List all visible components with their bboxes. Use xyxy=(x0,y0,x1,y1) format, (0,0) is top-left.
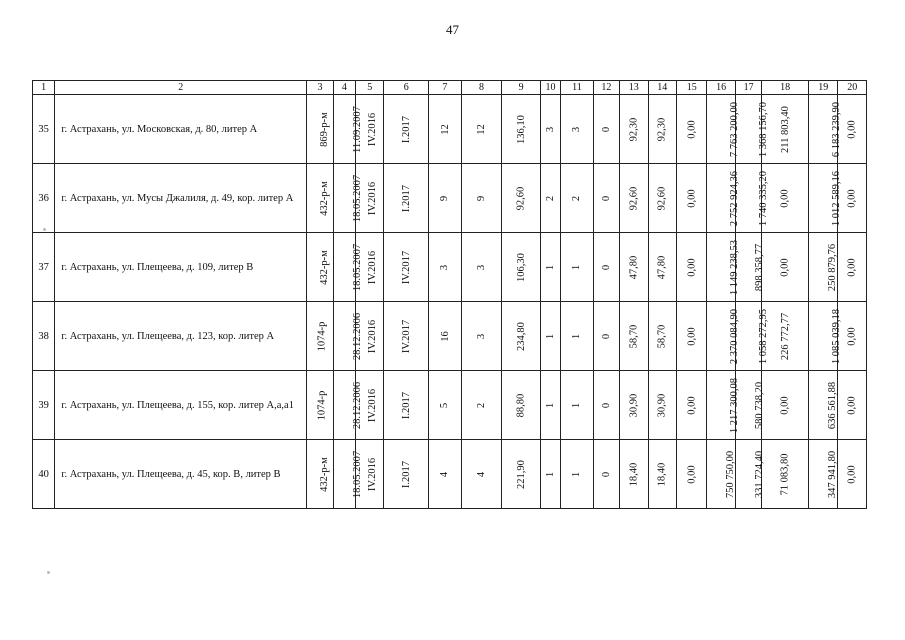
table-cell xyxy=(561,302,594,371)
table-cell xyxy=(540,164,560,233)
table-cell xyxy=(384,302,429,371)
cell-value: 0,00 xyxy=(686,188,698,208)
table-cell xyxy=(384,233,429,302)
table-row xyxy=(33,164,867,233)
table-row xyxy=(33,371,867,440)
table-cell xyxy=(540,371,560,440)
table-cell xyxy=(540,302,560,371)
cell-value: 30,90 xyxy=(656,393,668,417)
scan-speck xyxy=(43,228,46,231)
table-cell xyxy=(307,440,333,509)
cell-value: 2 xyxy=(545,195,557,201)
table-cell xyxy=(429,371,462,440)
cell-value: 250 879,76 xyxy=(827,243,839,291)
table-cell xyxy=(808,233,837,302)
table-cell xyxy=(593,95,619,164)
cell-value: 898 358,77 xyxy=(753,243,765,291)
table-cell xyxy=(676,164,706,233)
table-cell xyxy=(307,302,333,371)
column-header: 15 xyxy=(676,81,706,95)
cell-value: 18,40 xyxy=(628,462,640,486)
table-cell xyxy=(593,371,619,440)
table-cell xyxy=(808,164,843,233)
cell-value: 1074-р xyxy=(316,321,328,351)
address-cell: г. Астрахань, ул. Плещеева, д. 155, кор. литер А,а,а1 xyxy=(55,371,307,440)
table-cell xyxy=(593,440,619,509)
table-row xyxy=(33,233,867,302)
cell-value: 18.05.2007 xyxy=(351,243,363,291)
column-header: 8 xyxy=(461,81,502,95)
row-number: 35 xyxy=(33,95,55,164)
table-cell xyxy=(648,233,676,302)
table-cell xyxy=(762,233,809,302)
cell-value: 636 561,88 xyxy=(827,381,839,429)
cell-value: I.2017 xyxy=(400,460,412,488)
table-cell xyxy=(620,164,648,233)
cell-value: 92,60 xyxy=(656,186,668,210)
column-header: 12 xyxy=(593,81,619,95)
cell-value: 0,00 xyxy=(846,464,858,484)
table-cell xyxy=(808,371,837,440)
address-cell: г. Астрахань, ул. Плещеева, д. 123, кор. литер А xyxy=(55,302,307,371)
row-number: 38 xyxy=(33,302,55,371)
table-body xyxy=(33,81,867,509)
table-cell xyxy=(307,371,333,440)
cell-value: 2 xyxy=(571,195,583,201)
header-row xyxy=(33,81,867,95)
cell-value: 0 xyxy=(600,264,612,270)
cell-value: 71 083,80 xyxy=(779,453,791,495)
cell-value: IV.2016 xyxy=(367,112,379,146)
cell-value: 92,30 xyxy=(656,117,668,141)
cell-value: 347 941,80 xyxy=(827,450,839,498)
cell-value: 1 xyxy=(545,402,557,408)
cell-value: 9 xyxy=(439,195,451,201)
cell-value: 2 xyxy=(475,402,487,408)
table-cell xyxy=(838,233,867,302)
cell-value: 1 368 156,70 xyxy=(757,101,769,157)
scan-speck xyxy=(47,571,50,574)
table-cell xyxy=(707,164,741,233)
registry-table xyxy=(32,80,867,509)
cell-value: 1074-р xyxy=(316,390,328,420)
cell-value: 1 xyxy=(545,471,557,477)
table-cell xyxy=(333,233,363,302)
column-header: 7 xyxy=(429,81,462,95)
table-cell xyxy=(707,233,741,302)
table-cell xyxy=(502,95,541,164)
cell-value: IV.2016 xyxy=(367,181,379,215)
cell-value: 234,80 xyxy=(515,321,527,351)
cell-value: 0,00 xyxy=(686,257,698,277)
table-cell xyxy=(502,302,541,371)
cell-value: 0,00 xyxy=(846,257,858,277)
cell-value: 47,80 xyxy=(656,255,668,279)
row-number: 40 xyxy=(33,440,55,509)
table-cell xyxy=(561,371,594,440)
table-cell xyxy=(707,302,741,371)
table-cell xyxy=(540,440,560,509)
table-cell xyxy=(648,95,676,164)
cell-value: 226 772,77 xyxy=(780,312,792,360)
cell-value: 136,10 xyxy=(515,114,527,144)
cell-value: 1 xyxy=(571,402,583,408)
cell-value: 1 xyxy=(571,333,583,339)
table-cell xyxy=(838,302,867,371)
row-number: 36 xyxy=(33,164,55,233)
table-cell xyxy=(676,440,706,509)
table-cell xyxy=(461,95,502,164)
cell-value: 92,30 xyxy=(628,117,640,141)
cell-value: 869-р-м xyxy=(319,111,331,147)
table-cell xyxy=(561,440,594,509)
table-cell xyxy=(333,440,363,509)
cell-value: 18.05.2007 xyxy=(351,450,363,498)
cell-value: 1 217 300,08 xyxy=(729,377,741,433)
cell-value: 16 xyxy=(439,330,451,342)
cell-value: 580 738,20 xyxy=(753,381,765,429)
table-cell xyxy=(808,440,837,509)
cell-value: 750 750,00 xyxy=(725,450,737,498)
cell-value: 12 xyxy=(439,123,451,135)
cell-value: 211 803,40 xyxy=(780,105,792,153)
table-cell xyxy=(333,302,363,371)
row-number: 37 xyxy=(33,233,55,302)
cell-value: I.2017 xyxy=(400,115,412,143)
table-cell xyxy=(707,95,741,164)
table-cell xyxy=(838,440,867,509)
table-cell xyxy=(333,371,363,440)
table-cell xyxy=(593,302,619,371)
table-cell xyxy=(838,164,867,233)
cell-value: 0,00 xyxy=(779,395,791,415)
table-cell xyxy=(429,95,462,164)
cell-value: IV.2017 xyxy=(400,319,412,353)
table-cell xyxy=(461,371,502,440)
cell-value: 58,70 xyxy=(628,324,640,348)
table-cell xyxy=(333,95,363,164)
table-cell xyxy=(676,371,706,440)
column-header: 13 xyxy=(620,81,648,95)
table-cell xyxy=(384,95,429,164)
cell-value: IV.2016 xyxy=(367,250,379,284)
cell-value: 1 xyxy=(571,471,583,477)
table-cell xyxy=(333,164,363,233)
cell-value: 58,70 xyxy=(656,324,668,348)
table-cell xyxy=(429,164,462,233)
cell-value: 432-р-м xyxy=(319,456,331,492)
cell-value: 18.05.2007 xyxy=(351,174,363,222)
table-cell xyxy=(762,440,809,509)
column-header: 10 xyxy=(540,81,560,95)
cell-value: 0,00 xyxy=(846,326,858,346)
table-cell xyxy=(307,164,333,233)
cell-value: 106,30 xyxy=(515,252,527,282)
cell-value: 3 xyxy=(571,126,583,132)
cell-value: 1 149 238,53 xyxy=(729,239,741,295)
table-cell xyxy=(561,164,594,233)
cell-value: I.2017 xyxy=(400,184,412,212)
table-cell xyxy=(620,233,648,302)
cell-value: 0,00 xyxy=(846,188,858,208)
cell-value: 0,00 xyxy=(846,395,858,415)
cell-value: 4 xyxy=(439,471,451,477)
cell-value: IV.2016 xyxy=(367,319,379,353)
cell-value: 18,40 xyxy=(656,462,668,486)
table-cell xyxy=(384,440,429,509)
table-cell xyxy=(735,440,765,509)
column-header: 16 xyxy=(707,81,735,95)
cell-value: 1 xyxy=(571,264,583,270)
cell-value: 2 370 084,90 xyxy=(729,308,741,364)
cell-value: 0,00 xyxy=(686,395,698,415)
column-header: 1 xyxy=(33,81,55,95)
table-cell xyxy=(648,371,676,440)
table-cell xyxy=(461,440,502,509)
cell-value: 1 058 272,95 xyxy=(757,308,769,364)
cell-value: 0 xyxy=(600,126,612,132)
cell-value: 0 xyxy=(600,195,612,201)
column-header: 3 xyxy=(307,81,333,95)
table-cell xyxy=(648,164,676,233)
table-cell xyxy=(676,233,706,302)
address-cell: г. Астрахань, ул. Мусы Джалиля, д. 49, кор. литер А xyxy=(55,164,307,233)
table-cell xyxy=(561,233,594,302)
column-header: 17 xyxy=(735,81,761,95)
cell-value: IV.2017 xyxy=(400,250,412,284)
table-row xyxy=(33,95,867,164)
cell-value: 11.09.2007 xyxy=(351,105,363,153)
table-cell xyxy=(502,440,541,509)
cell-value: 0,00 xyxy=(686,326,698,346)
table-cell xyxy=(676,302,706,371)
cell-value: 432-р-м xyxy=(319,249,331,285)
table-cell xyxy=(620,371,648,440)
cell-value: 221,90 xyxy=(515,459,527,489)
cell-value: 9 xyxy=(475,195,487,201)
table-cell xyxy=(429,302,462,371)
cell-value: 0 xyxy=(600,333,612,339)
cell-value: 7 763 200,00 xyxy=(729,101,741,157)
table-cell xyxy=(676,95,706,164)
table-cell xyxy=(808,302,843,371)
page-number: 47 xyxy=(446,22,459,37)
column-header: 6 xyxy=(384,81,429,95)
table-cell xyxy=(620,95,648,164)
cell-value: 47,80 xyxy=(628,255,640,279)
cell-value: 3 xyxy=(545,126,557,132)
table-cell xyxy=(502,164,541,233)
cell-value: 0,00 xyxy=(779,257,791,277)
cell-value: 0,00 xyxy=(846,119,858,139)
cell-value: 0,00 xyxy=(686,464,698,484)
table-cell xyxy=(540,233,560,302)
table-cell xyxy=(429,440,462,509)
cell-value: 12 xyxy=(475,123,487,135)
cell-value: I.2017 xyxy=(400,391,412,419)
cell-value: 6 183 239,90 xyxy=(831,101,843,157)
cell-value: 28.12.2006 xyxy=(351,381,363,429)
row-number: 39 xyxy=(33,371,55,440)
cell-value: 1 740 335,20 xyxy=(757,170,769,226)
cell-value: 3 xyxy=(439,264,451,270)
table-cell xyxy=(648,302,676,371)
table-cell xyxy=(707,371,741,440)
column-header: 5 xyxy=(356,81,384,95)
cell-value: 1 xyxy=(545,264,557,270)
table-cell xyxy=(838,95,867,164)
column-header: 9 xyxy=(502,81,541,95)
cell-value: 4 xyxy=(475,471,487,477)
table-cell xyxy=(502,233,541,302)
cell-value: 3 xyxy=(475,264,487,270)
cell-value: 5 xyxy=(439,402,451,408)
table-cell xyxy=(838,371,867,440)
cell-value: 1 012 589,16 xyxy=(831,170,843,226)
cell-value: IV.2016 xyxy=(367,457,379,491)
column-header: 19 xyxy=(808,81,837,95)
table-cell xyxy=(762,371,809,440)
table-cell xyxy=(461,302,502,371)
cell-value: 92,60 xyxy=(628,186,640,210)
column-header: 11 xyxy=(561,81,594,95)
cell-value: 88,80 xyxy=(515,393,527,417)
table-cell xyxy=(502,371,541,440)
cell-value: 2 752 924,36 xyxy=(729,170,741,226)
address-cell: г. Астрахань, ул. Плещеева, д. 45, кор. В, литер В xyxy=(55,440,307,509)
table-cell xyxy=(593,233,619,302)
cell-value: 0,00 xyxy=(686,119,698,139)
cell-value: 432-р-м xyxy=(319,180,331,216)
address-cell: г. Астрахань, ул. Плещеева, д. 109, литер В xyxy=(55,233,307,302)
column-header: 4 xyxy=(333,81,355,95)
table-cell xyxy=(384,164,429,233)
column-header: 14 xyxy=(648,81,676,95)
cell-value: IV.2016 xyxy=(367,388,379,422)
cell-value: 0 xyxy=(600,402,612,408)
table-cell xyxy=(561,95,594,164)
cell-value: 3 xyxy=(475,333,487,339)
table-cell xyxy=(707,440,735,509)
cell-value: 1 085 039,18 xyxy=(831,308,843,364)
table-cell xyxy=(307,233,333,302)
table-cell xyxy=(461,164,502,233)
table-cell xyxy=(540,95,560,164)
cell-value: 30,90 xyxy=(628,393,640,417)
table-cell xyxy=(648,440,676,509)
cell-value: 0 xyxy=(600,471,612,477)
column-header: 2 xyxy=(55,81,307,95)
cell-value: 92,60 xyxy=(515,186,527,210)
table-row xyxy=(33,302,867,371)
table-cell xyxy=(461,233,502,302)
cell-value: 331 724,40 xyxy=(753,450,765,498)
table-cell xyxy=(384,371,429,440)
table-cell xyxy=(307,95,333,164)
cell-value: 28.12.2006 xyxy=(351,312,363,360)
column-header: 20 xyxy=(838,81,867,95)
table-cell xyxy=(808,95,843,164)
table-row xyxy=(33,440,867,509)
table-cell xyxy=(593,164,619,233)
address-cell: г. Астрахань, ул. Московская, д. 80, литер А xyxy=(55,95,307,164)
table-cell xyxy=(620,440,648,509)
cell-value: 0,00 xyxy=(779,188,791,208)
column-header: 18 xyxy=(762,81,809,95)
cell-value: 1 xyxy=(545,333,557,339)
table-cell xyxy=(620,302,648,371)
table-cell xyxy=(429,233,462,302)
